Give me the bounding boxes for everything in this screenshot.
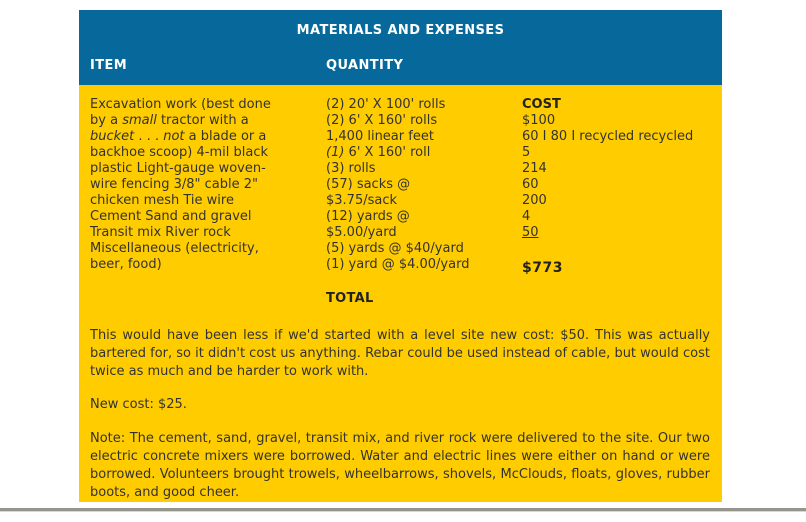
cost-column-line: [522, 129, 693, 145]
quantity-column-line: [326, 145, 469, 161]
item-column-line: [90, 177, 271, 193]
divider-rule: [0, 508, 806, 512]
text-segment: 60 I 80 I recycled recycled: [522, 129, 694, 144]
text-segment: 4: [522, 209, 531, 224]
text-segment: (57) sacks @: [326, 177, 411, 192]
text-segment: not: [163, 129, 185, 144]
item-column: [90, 97, 271, 273]
text-segment: backhoe scoop) 4-mil black: [90, 145, 268, 160]
column-header-quantity: QUANTITY: [326, 58, 404, 73]
quantity-column: [326, 97, 469, 273]
text-segment: 200: [522, 193, 547, 208]
item-column-line: [90, 241, 271, 257]
note-paragraph-3: Note: The cement, sand, gravel, transit mix, and river rock were delivered to the site. Our two electric concrete mixers were borrowed. Water and electric lines were either on hand or were borrowed. Volunteers brought trowels, wheelbarrows, shovels, McClouds, floats, gloves, rubber boots, and good cheer.: [90, 431, 710, 500]
text-segment: 50: [522, 225, 539, 240]
card-header: [79, 10, 722, 85]
text-segment: Transit mix River rock: [90, 225, 231, 240]
cost-column-line: [522, 97, 693, 113]
quantity-column-line: [326, 257, 469, 273]
page-title: MATERIALS AND EXPENSES: [296, 23, 505, 38]
cost-column-line: [522, 209, 693, 225]
quantity-column-line: [326, 225, 469, 241]
quantity-column-line: [326, 129, 469, 145]
text-segment: . . .: [134, 129, 164, 144]
note-paragraph-1: This would have been less if we'd started with a level site new cost: $50. This was actually bartered for, so it didn't cost us anything. Rebar could be used instead of cable, but would cost twice as much and be harder to work with.: [90, 328, 710, 379]
item-column-line: [90, 193, 271, 209]
total-label: TOTAL: [326, 291, 374, 306]
text-segment: (2) 20' X 100' rolls: [326, 97, 446, 112]
text-segment: Excavation work (best done: [90, 97, 271, 112]
text-segment: (2) 6' X 160' rolls: [326, 113, 438, 128]
text-segment: (1): [326, 145, 345, 160]
expenses-card: [79, 10, 722, 502]
cost-column-line: [522, 145, 693, 161]
cost-column: [522, 97, 693, 241]
text-segment: Miscellaneous (electricity,: [90, 241, 259, 256]
item-column-line: [90, 209, 271, 225]
cost-column-line: [522, 177, 693, 193]
item-column-line: [90, 225, 271, 241]
text-segment: beer, food): [90, 257, 162, 272]
text-segment: 5: [522, 145, 531, 160]
item-column-line: [90, 97, 271, 113]
cost-column-line: [522, 113, 693, 129]
text-segment: Cement Sand and gravel: [90, 209, 252, 224]
text-segment: (3) rolls: [326, 161, 376, 176]
item-column-line: [90, 257, 271, 273]
text-segment: wire fencing 3/8" cable 2": [90, 177, 259, 192]
item-column-line: [90, 129, 271, 145]
card-body: [79, 85, 722, 502]
text-segment: $3.75/sack: [326, 193, 398, 208]
text-segment: $5.00/yard: [326, 225, 397, 240]
cost-column-line: [522, 225, 693, 241]
text-segment: tractor with a: [156, 113, 249, 128]
note-paragraph-2: New cost: $25.: [90, 397, 187, 412]
item-column-line: [90, 161, 271, 177]
text-segment: chicken mesh Tie wire: [90, 193, 234, 208]
quantity-column-line: [326, 193, 469, 209]
text-segment: (1) yard @ $4.00/yard: [326, 257, 470, 272]
text-segment: $100: [522, 113, 556, 128]
text-segment: (12) yards @: [326, 209, 410, 224]
total-value: $773: [522, 260, 563, 276]
text-segment: 1,400 linear feet: [326, 129, 434, 144]
quantity-column-line: [326, 241, 469, 257]
item-column-line: [90, 145, 271, 161]
text-segment: 214: [522, 161, 547, 176]
text-segment: a blade or a: [184, 129, 267, 144]
text-segment: plastic Light-gauge woven-: [90, 161, 266, 176]
text-segment: (5) yards @ $40/yard: [326, 241, 464, 256]
text-segment: small: [122, 113, 157, 128]
quantity-column-line: [326, 161, 469, 177]
text-segment: COST: [522, 97, 561, 112]
quantity-column-line: [326, 209, 469, 225]
quantity-column-line: [326, 97, 469, 113]
text-segment: bucket: [90, 129, 135, 144]
quantity-column-line: [326, 177, 469, 193]
column-header-item: ITEM: [90, 58, 128, 73]
cost-column-line: [522, 161, 693, 177]
text-segment: 6' X 160' roll: [344, 145, 431, 160]
quantity-column-line: [326, 113, 469, 129]
cost-column-line: [522, 193, 693, 209]
text-segment: 60: [522, 177, 539, 192]
text-segment: by a: [90, 113, 123, 128]
item-column-line: [90, 113, 271, 129]
